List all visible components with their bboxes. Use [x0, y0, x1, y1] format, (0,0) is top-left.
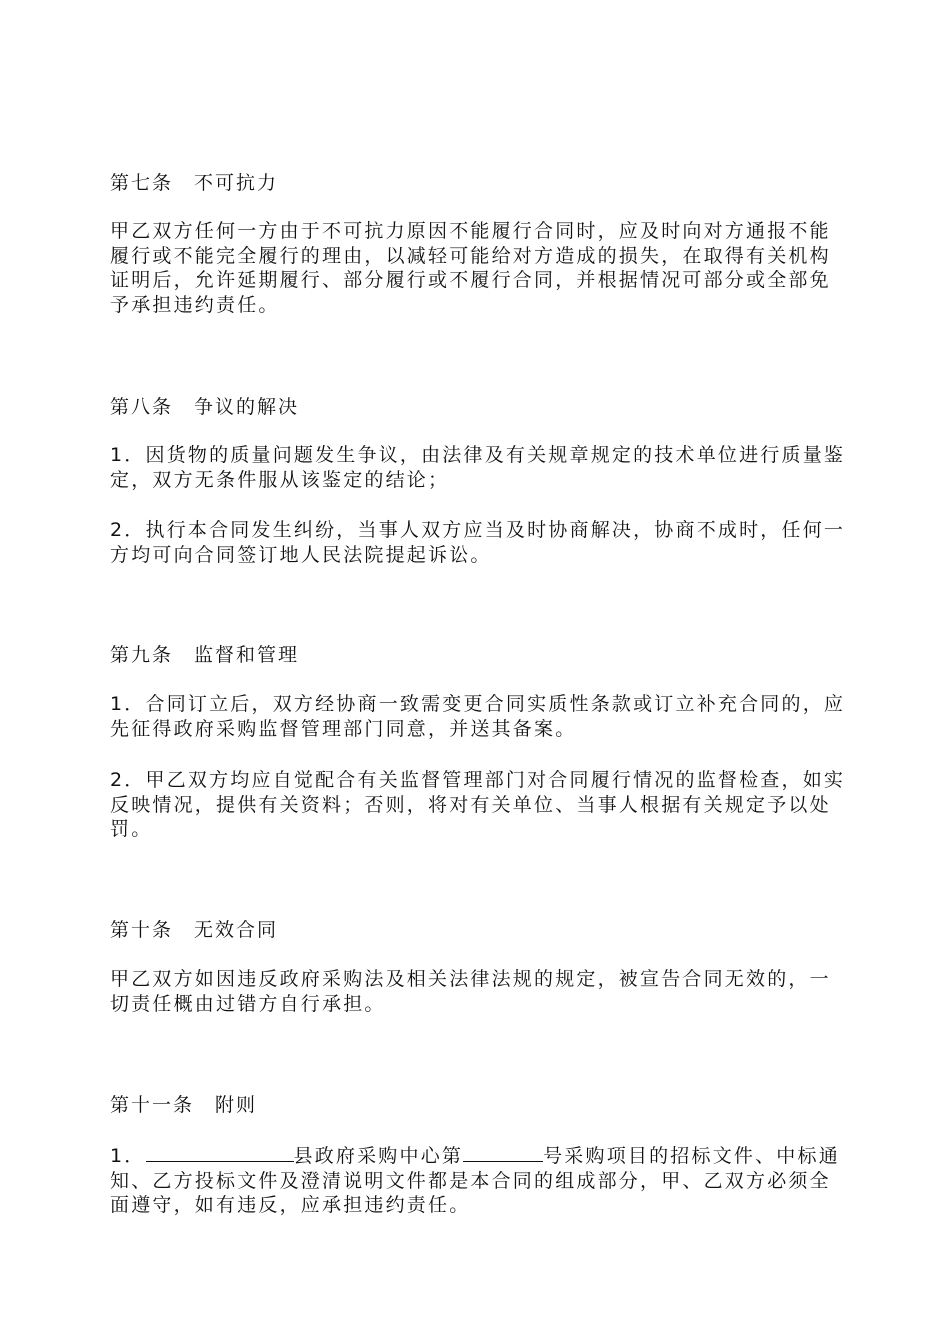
- project-number-blank[interactable]: [463, 1142, 543, 1162]
- article-8-clause-1: 1．因货物的质量问题发生争议，由法律及有关规章规定的技术单位进行质量鉴定，双方无条件服从该鉴定的结论；: [110, 444, 846, 491]
- article-11-heading: 第十一条 附则: [110, 1094, 258, 1116]
- article-10-heading: 第十条 无效合同: [110, 919, 279, 941]
- article-8-clause-2: 2．执行本合同发生纠纷，当事人双方应当及时协商解决，协商不成时，任何一方均可向合同签订地人民法院提起诉讼。: [110, 519, 846, 566]
- clause-number: 1．: [110, 1145, 146, 1167]
- clause-text-b: 号采购项目的招标文件、中标通知、乙方投标文件及澄清说明文件都是本合同的组成部分，甲、乙双方必须全面遵守，如有违反，应承担违约责任。: [110, 1145, 840, 1216]
- article-8-heading: 第八条 争议的解决: [110, 396, 300, 418]
- article-7-heading: 第七条 不可抗力: [110, 172, 279, 194]
- article-9-heading: 第九条 监督和管理: [110, 644, 300, 666]
- clause-text-a: 县政府采购中心第: [293, 1145, 464, 1167]
- article-9-clause-1: 1．合同订立后，双方经协商一致需变更合同实质性条款或订立补充合同的，应先征得政府采购监督管理部门同意，并送其备案。: [110, 693, 846, 740]
- article-9-clause-2: 2．甲乙双方均应自觉配合有关监督管理部门对合同履行情况的监督检查，如实反映情况，提供有关资料；否则，将对有关单位、当事人根据有关规定予以处罚。: [110, 769, 846, 840]
- county-name-blank[interactable]: [146, 1142, 294, 1162]
- article-7-paragraph: 甲乙双方任何一方由于不可抗力原因不能履行合同时，应及时向对方通报不能履行或不能完全履行的理由，以减轻可能给对方造成的损失，在取得有关机构证明后，允许延期履行、部分履行或不履行合同，并根据情况可部分或全部免予承担违约责任。: [110, 220, 831, 316]
- article-10-paragraph: 甲乙双方如因违反政府采购法及相关法律法规的规定，被宣告合同无效的，一切责任概由过错方自行承担。: [110, 968, 831, 1015]
- article-11-clause-1: [110, 1142, 848, 1218]
